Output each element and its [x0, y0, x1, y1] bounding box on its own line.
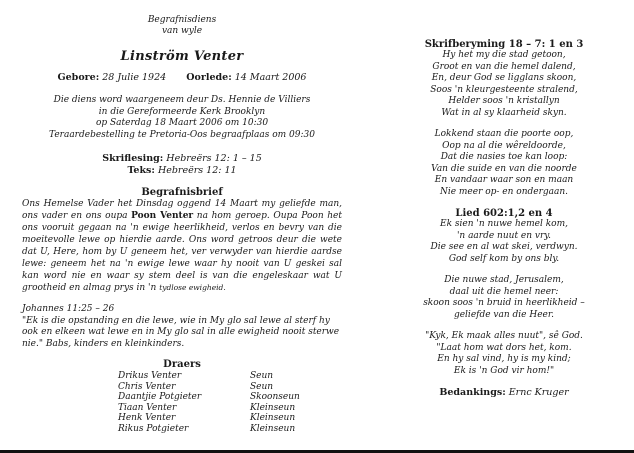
poem-line: geliefde van die Heer.: [453, 309, 555, 320]
brief-text-part: na hom geroep. Oupa Poon het ons vooruit gegaan na 'n ewige heerlikheid, verlos en bevry van die moeitevolle lewe op hierdie aarde. Ons word getroos deur die wete dat U, Here, hom by U geneem het, ver verwyder van hierdie aardse lewe: geneem het na 'n ewige lewe waar hy nooit van U geskei sal kan word nie en waar sy stem deel is van die engeleskaar wat U grootheid en almag prys in 'n: [22, 211, 342, 293]
service-details: [22, 95, 342, 141]
teks-value: Hebreërs 12: 11: [157, 165, 237, 176]
brief-text-end: tydlose ewigheid.: [159, 283, 226, 292]
poem-line: Ek is 'n God vir hom!": [453, 365, 555, 376]
poem-line: En vandaar waar son en maan: [434, 175, 574, 185]
poem-line: Soos 'n kleurgesteente stralend,: [430, 84, 578, 95]
teks: [22, 165, 342, 177]
bedankings: [398, 387, 610, 398]
poem-stanza: [398, 50, 610, 119]
skriflesing-label: Skriflesing:: [102, 153, 164, 164]
pallbearer-relation: Kleinseun: [250, 413, 296, 423]
right-column: [398, 39, 610, 398]
program-subtitle: van wyle: [161, 26, 203, 36]
poem-line: Helder soos 'n kristallyn: [448, 96, 560, 106]
poem-line: Groot en van die hemel dalend,: [432, 61, 576, 72]
brief-highlight-name: Poon Venter: [131, 211, 194, 221]
life-dates: [22, 72, 342, 83]
scripture-quote: [22, 304, 342, 350]
skrifberyming-title: Skrifberyming 18 – 7: 1 en 3: [424, 39, 584, 50]
bedankings-name: Ernc Kruger: [508, 387, 569, 398]
poem-line: daal uit die hemel neer:: [449, 286, 559, 297]
poem-line: Die see en al wat skei, verdwyn.: [430, 242, 578, 252]
deceased-name: Linström Venter: [120, 49, 244, 64]
poem-line: Ek sien 'n nuwe hemel kom,: [440, 219, 568, 229]
pallbearer-name: Chris Venter: [118, 381, 176, 392]
poem-line: God self kom by ons bly.: [448, 253, 560, 264]
pallbearer-name: Drikus Venter: [118, 371, 182, 381]
pallbearer-name: Tiaan Venter: [118, 402, 177, 413]
skrifberyming-poem: [398, 50, 610, 198]
pallbearer-relation: Kleinseun: [250, 402, 296, 413]
poem-line: Hy het my die stad getoon,: [442, 50, 566, 60]
poem-stanza: [398, 129, 610, 198]
poem-stanza: [398, 219, 610, 265]
bedankings-label: Bedankings:: [439, 387, 506, 398]
poem-line: En, deur God se ligglans skoon,: [431, 73, 577, 83]
pallbearer-name: Daantjie Potgieter: [118, 392, 202, 402]
poem-line: Nie meer op- en ondergaan.: [439, 186, 569, 197]
service-line: in die Gereformeerde Kerk Brooklyn: [98, 106, 266, 117]
poem-line: 'n aarde nuut en vry.: [456, 230, 552, 241]
table-row: [118, 392, 300, 403]
program-title: Begrafnisdiens: [147, 15, 217, 25]
pallbearer-relation: Seun: [250, 381, 274, 392]
poem-line: Wat in al sy klaarheid skyn.: [441, 107, 567, 118]
service-line: op Saterdag 18 Maart 2006 om 10:30: [95, 118, 269, 128]
poem-line: "Kyk, Ek maak alles nuut", sê God.: [425, 331, 583, 341]
born-label: Gebore:: [57, 72, 100, 83]
poem-line: "Laat hom wat dors het, kom.: [436, 342, 572, 353]
service-line: Teraardebestelling te Pretoria-Oos begraafplaas om 09:30: [49, 129, 315, 140]
brief-text-part: Ons Hemelse Vader het Dinsdag oggend 14 Maart my geliefde man, ons vader en ons oupa: [22, 199, 342, 221]
lied-poem: [398, 219, 610, 377]
skriflesing-value: Hebreërs 12: 1 – 15: [166, 153, 262, 164]
teks-label: Teks:: [127, 165, 155, 176]
draers-title: Draers: [163, 359, 201, 370]
scripture-text: "Ek is die opstanding en die lewe, wie in My glo sal lewe al sterf hy ook en elkeen wat lewe en in My glo sal in alle ewigheid nooit sterwe nie." Babs, kinders en kleinkinders.: [22, 315, 340, 349]
pallbearer-relation: Seun: [250, 371, 274, 381]
service-line: Die diens word waargeneem deur Ds. Hennie de Villiers: [53, 95, 311, 105]
pallbearer-name: Henk Venter: [118, 413, 176, 423]
begrafnisbrief-title: Begrafnisbrief: [141, 187, 223, 198]
poem-line: Van die suide en van die noorde: [431, 163, 577, 174]
died-date: 14 Maart 2006: [234, 72, 307, 83]
poem-stanza: [398, 275, 610, 321]
pallbearers-table: [118, 371, 300, 434]
poem-stanza: [398, 331, 610, 377]
poem-line: En hy sal vind, hy is my kind;: [437, 354, 571, 364]
died-label: Oorlede:: [186, 72, 232, 83]
scripture-reference: Johannes 11:25 – 26: [22, 304, 115, 314]
pallbearer-relation: Skoonseun: [250, 392, 300, 402]
left-column: [22, 15, 342, 434]
begrafnisbrief-text: [22, 198, 342, 294]
born-date: 28 Julie 1924: [102, 72, 167, 83]
table-row: [118, 413, 300, 424]
table-row: [118, 424, 300, 435]
poem-line: Oop na al die wêreldoorde,: [442, 140, 566, 151]
pallbearer-relation: Kleinseun: [250, 423, 296, 434]
skriflesing: [22, 153, 342, 165]
lied-title: Lied 602:1,2 en 4: [455, 208, 553, 219]
pallbearer-name: Rikus Potgieter: [118, 423, 189, 434]
table-row: [118, 382, 300, 393]
poem-line: Dat die nasies toe kan loop:: [440, 152, 568, 162]
readings: [22, 153, 342, 177]
table-row: [118, 403, 300, 414]
table-row: [118, 371, 300, 382]
poem-line: Lokkend staan die poorte oop,: [434, 129, 574, 139]
poem-line: Die nuwe stad, Jerusalem,: [444, 275, 564, 285]
poem-line: skoon soos 'n bruid in heerlikheid –: [423, 298, 585, 308]
